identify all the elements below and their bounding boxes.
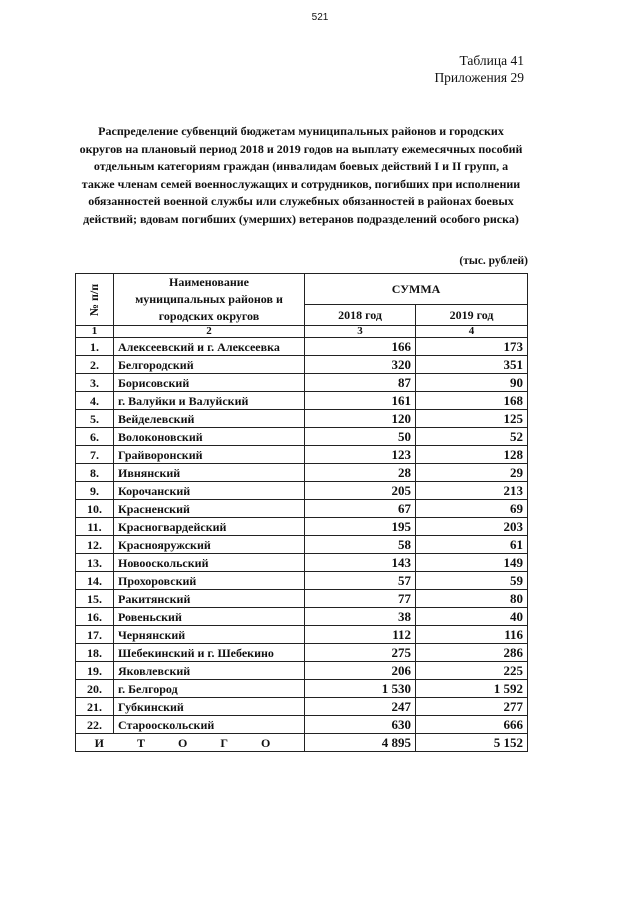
row-name: Грайворонский (114, 446, 305, 464)
table-row (76, 428, 528, 446)
table-row (76, 374, 528, 392)
row-number: 9. (76, 482, 114, 500)
table-row (76, 590, 528, 608)
table-row (76, 500, 528, 518)
title-line: обязанностей военной службы или служебных обязанностей в районах боевых (88, 194, 514, 209)
row-value-2018: 67 (305, 500, 416, 518)
column-index: 1 (76, 326, 114, 338)
table-row (76, 608, 528, 626)
row-value-2019: 168 (416, 392, 528, 410)
row-name: Новооскольский (114, 554, 305, 572)
row-name: Чернянский (114, 626, 305, 644)
row-value-2018: 28 (305, 464, 416, 482)
row-value-2019: 286 (416, 644, 528, 662)
row-number: 4. (76, 392, 114, 410)
row-number: 6. (76, 428, 114, 446)
row-value-2019: 666 (416, 716, 528, 734)
row-number: 3. (76, 374, 114, 392)
row-value-2019: 149 (416, 554, 528, 572)
row-name: г. Валуйки и Валуйский (114, 392, 305, 410)
appendix-label: Приложения 29 (434, 70, 524, 85)
row-value-2018: 120 (305, 410, 416, 428)
table-row (76, 716, 528, 734)
title-line: Распределение субвенций бюджетам муниципальных районов и городских (98, 124, 504, 138)
row-value-2019: 116 (416, 626, 528, 644)
total-2018: 4 895 (305, 734, 416, 752)
row-number: 16. (76, 608, 114, 626)
table-row (76, 680, 528, 698)
row-value-2018: 50 (305, 428, 416, 446)
row-number: 10. (76, 500, 114, 518)
header-year-2018: 2018 год (305, 305, 416, 326)
row-value-2019: 203 (416, 518, 528, 536)
row-name: г. Белгород (114, 680, 305, 698)
table-row (76, 446, 528, 464)
total-2019: 5 152 (416, 734, 528, 752)
table-row (76, 554, 528, 572)
row-number: 13. (76, 554, 114, 572)
row-name: Борисовский (114, 374, 305, 392)
title-line: действий; вдовам погибших (умерших) ветеранов подразделений особого риска) (83, 211, 519, 226)
total-row (76, 734, 528, 752)
row-number: 15. (76, 590, 114, 608)
row-value-2019: 59 (416, 572, 528, 590)
column-index-row (76, 326, 528, 338)
table-row (76, 392, 528, 410)
row-value-2018: 205 (305, 482, 416, 500)
row-name: Волоконовский (114, 428, 305, 446)
table-body (76, 338, 528, 734)
row-value-2018: 1 530 (305, 680, 416, 698)
column-index: 4 (416, 326, 528, 338)
row-value-2019: 29 (416, 464, 528, 482)
table-row (76, 356, 528, 374)
row-name: Ракитянский (114, 590, 305, 608)
row-number: 5. (76, 410, 114, 428)
row-number: 21. (76, 698, 114, 716)
document-title (66, 123, 536, 229)
row-number: 17. (76, 626, 114, 644)
row-value-2018: 143 (305, 554, 416, 572)
row-number: 19. (76, 662, 114, 680)
header-number: № п/п (76, 274, 114, 326)
row-number: 14. (76, 572, 114, 590)
row-value-2019: 213 (416, 482, 528, 500)
row-value-2019: 52 (416, 428, 528, 446)
table-label: Таблица 41 (459, 53, 524, 68)
table-row (76, 644, 528, 662)
row-number: 11. (76, 518, 114, 536)
row-name: Корочанский (114, 482, 305, 500)
units-label: (тыс. рублей) (459, 255, 528, 267)
title-line: отдельным категориям граждан (инвалидам боевых действий I и II групп, а (93, 159, 509, 174)
row-name: Шебекинский и г. Шебекино (114, 644, 305, 662)
table-row (76, 338, 528, 356)
row-number: 2. (76, 356, 114, 374)
row-value-2018: 38 (305, 608, 416, 626)
table-row (76, 410, 528, 428)
row-value-2019: 40 (416, 608, 528, 626)
row-name: Прохоровский (114, 572, 305, 590)
row-number: 22. (76, 716, 114, 734)
row-value-2019: 125 (416, 410, 528, 428)
table-row (76, 464, 528, 482)
page-number: 521 (311, 12, 329, 23)
row-name: Старооскольский (114, 716, 305, 734)
row-number: 8. (76, 464, 114, 482)
column-index: 2 (114, 326, 305, 338)
row-value-2018: 275 (305, 644, 416, 662)
row-value-2019: 277 (416, 698, 528, 716)
subventions-table (75, 273, 528, 752)
row-name: Красненский (114, 500, 305, 518)
row-value-2018: 58 (305, 536, 416, 554)
row-name: Губкинский (114, 698, 305, 716)
title-line: также членам семей военнослужащих и сотрудников, погибших при исполнении (81, 176, 521, 191)
row-number: 20. (76, 680, 114, 698)
table-row (76, 482, 528, 500)
table-row (76, 518, 528, 536)
row-value-2018: 247 (305, 698, 416, 716)
row-name: Яковлевский (114, 662, 305, 680)
row-value-2019: 80 (416, 590, 528, 608)
row-name: Ивнянский (114, 464, 305, 482)
row-value-2018: 206 (305, 662, 416, 680)
total-label: И Т О Г О (76, 734, 305, 752)
row-value-2019: 69 (416, 500, 528, 518)
row-name: Красногвардейский (114, 518, 305, 536)
row-value-2019: 61 (416, 536, 528, 554)
row-name: Белгородский (114, 356, 305, 374)
row-value-2019: 128 (416, 446, 528, 464)
row-number: 18. (76, 644, 114, 662)
header-year-2019: 2019 год (416, 305, 528, 326)
row-value-2019: 225 (416, 662, 528, 680)
row-number: 12. (76, 536, 114, 554)
table-row (76, 698, 528, 716)
row-value-2018: 77 (305, 590, 416, 608)
row-value-2018: 123 (305, 446, 416, 464)
row-number: 7. (76, 446, 114, 464)
row-value-2018: 57 (305, 572, 416, 590)
row-name: Алексеевский и г. Алексеевка (114, 338, 305, 356)
row-value-2018: 320 (305, 356, 416, 374)
row-value-2018: 87 (305, 374, 416, 392)
row-value-2019: 351 (416, 356, 528, 374)
row-value-2019: 90 (416, 374, 528, 392)
row-name: Ровеньский (114, 608, 305, 626)
row-name: Вейделевский (114, 410, 305, 428)
header-name: Наименование муниципальных районов и городских округов (114, 274, 305, 326)
header-sum: СУММА (305, 274, 528, 305)
row-value-2019: 1 592 (416, 680, 528, 698)
row-value-2018: 630 (305, 716, 416, 734)
table-row (76, 662, 528, 680)
row-value-2018: 166 (305, 338, 416, 356)
row-name: Краснояружский (114, 536, 305, 554)
table-row (76, 536, 528, 554)
title-line: округов на плановый период 2018 и 2019 годов на выплату ежемесячных пособий (79, 141, 523, 156)
row-value-2018: 195 (305, 518, 416, 536)
table-row (76, 572, 528, 590)
column-index: 3 (305, 326, 416, 338)
row-value-2018: 161 (305, 392, 416, 410)
row-value-2019: 173 (416, 338, 528, 356)
table-row (76, 626, 528, 644)
row-value-2018: 112 (305, 626, 416, 644)
row-number: 1. (76, 338, 114, 356)
